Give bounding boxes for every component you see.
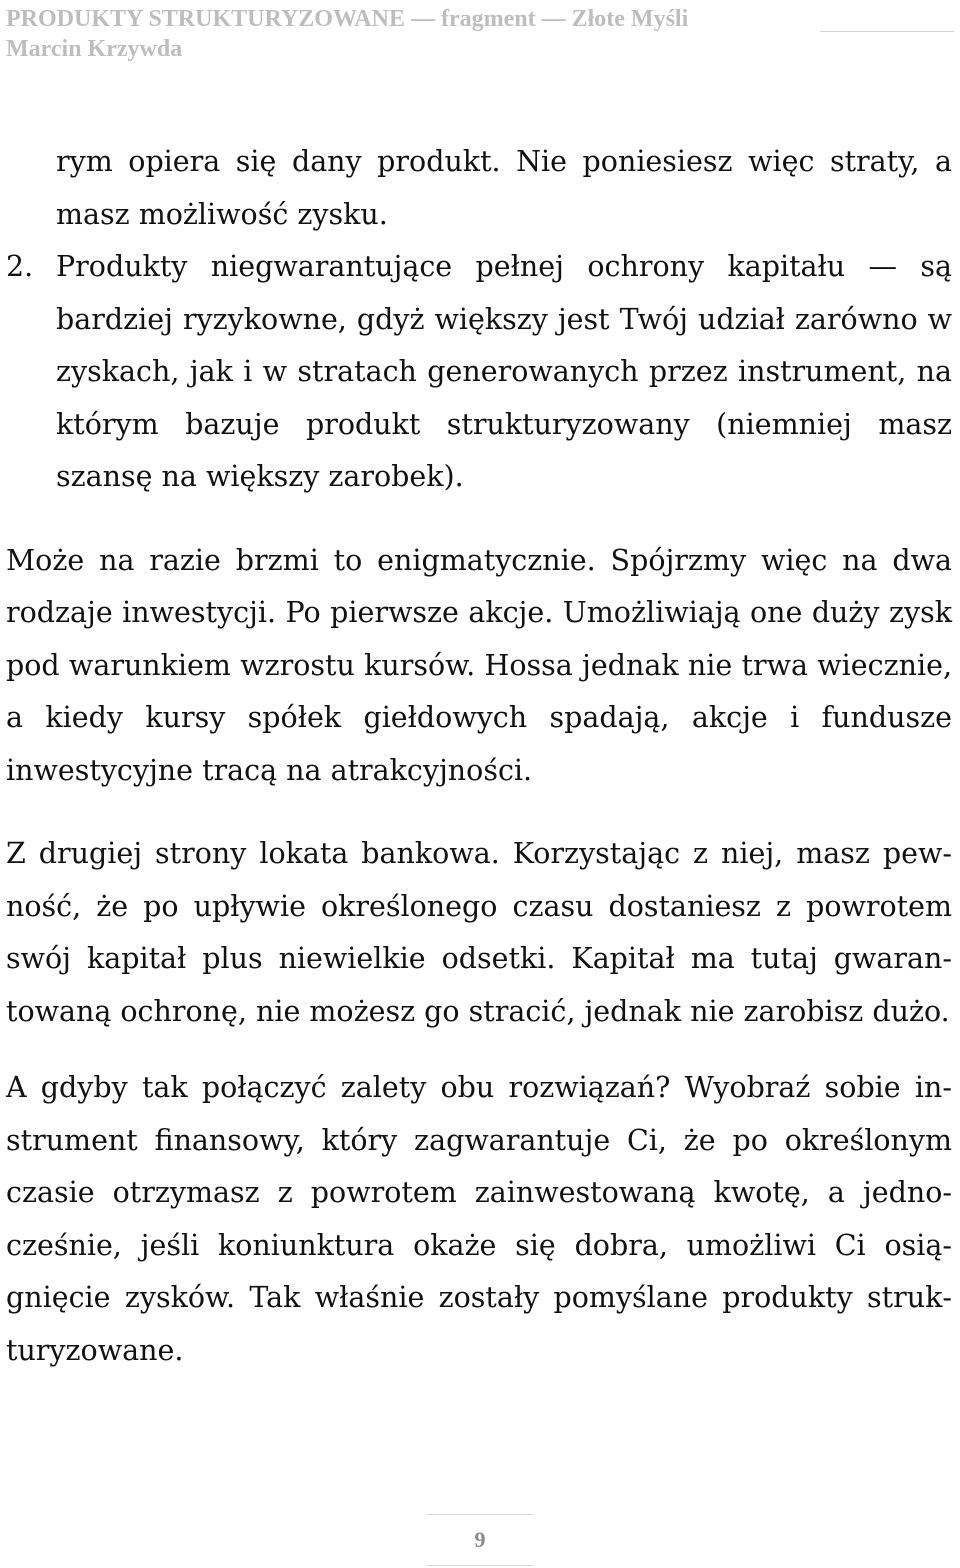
- list-item-2-number: 2.: [6, 250, 34, 283]
- list-item-2: [6, 241, 952, 504]
- list-item-2-text: Produkty niegwarantujące pełnej ochrony kapitału — są bardziej ryzykowne, gdyż większy jest Twój udział zarówno w zyskach, jak i w stratach generowanych przez instrument, na którym bazuje produkt strukturyzowany (niemniej masz szansę na większy zarobek).: [56, 250, 952, 493]
- paragraph-1: Może na razie brzmi to enigmatycznie. Spójrzmy więc na dwa rodzaje inwestycji. Po pierwsze akcje. Umożliwiają one duży zysk pod warunkiem wzrostu kursów. Hossa jednak nie trwa wiecznie, a kiedy kursy spółek giełdowych spadają, akcje i fundusze inwestycyjne tracą na atrakcyjności.: [6, 543, 952, 787]
- header-rule: [820, 31, 954, 32]
- header-title: PRODUKTY STRUKTURYZOWANE — fragment — Złote Myśli: [6, 6, 689, 32]
- paragraph-2: Z drugiej strony lokata bankowa. Korzystając z niej, masz pewność, że po upływie określonego czasu dostaniesz z powrotem swój kapitał plus niewielkie odsetki. Kapitał ma tutaj gwarantowaną ochronę, nie możesz go stracić, jednak nie zarobisz dużo.: [6, 837, 952, 1028]
- running-header: [6, 4, 954, 64]
- page-body: [6, 136, 952, 1377]
- header-author: Marcin Krzywda: [6, 36, 183, 62]
- page-number: 9: [474, 1527, 486, 1552]
- page-footer: [427, 1514, 533, 1566]
- list-item-1-continuation: rym opiera się dany produkt. Nie poniesiesz więc straty, a masz możliwość zysku.: [56, 145, 952, 231]
- paragraph-3: A gdyby tak połączyć zalety obu rozwiązań? Wyobraź sobie instrument finansowy, który zagwarantuje Ci, że po określonym czasie otrzymasz z powrotem zainwestowaną kwotę, a jednocześnie, jeśli koniunktura okaże się dobra, umożliwi Ci osiągnięcie zysków. Tak właśnie zostały pomyślane produkty strukturyzowane.: [6, 1071, 952, 1367]
